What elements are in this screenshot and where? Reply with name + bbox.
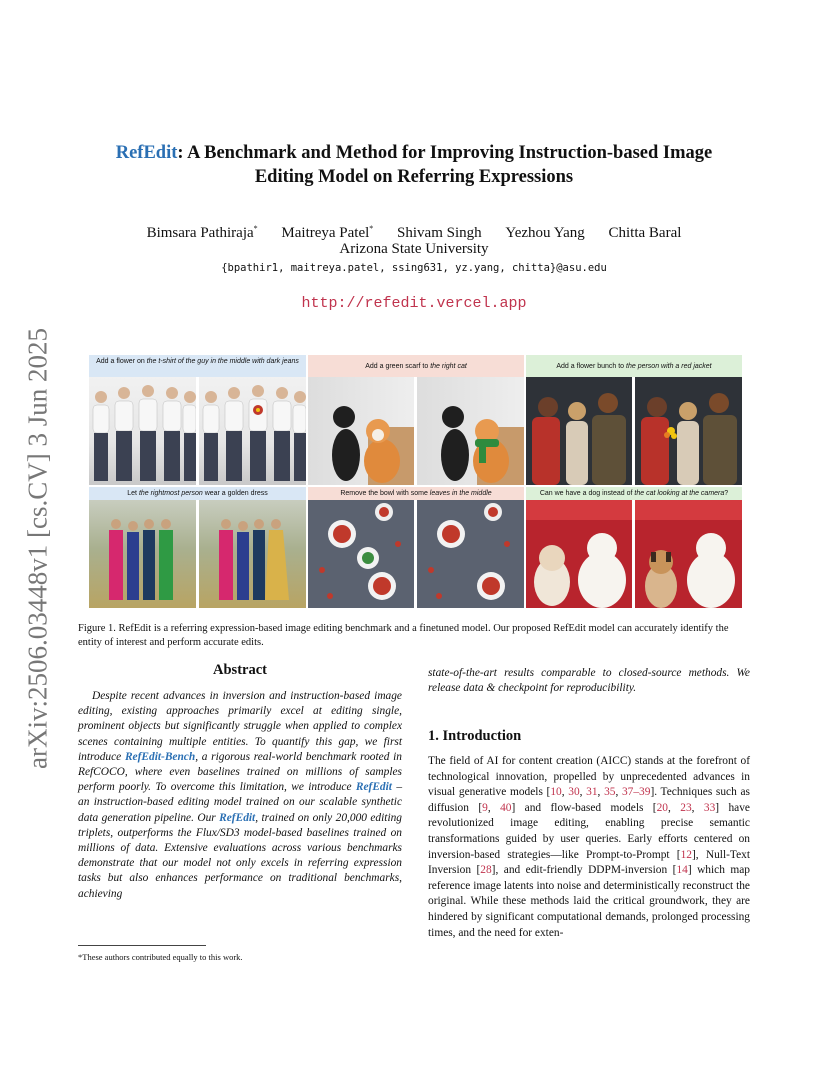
panel-caption: Add a flower bunch to the person with a red jacket	[526, 355, 742, 377]
citation[interactable]: 35	[604, 786, 616, 799]
author-3: Yezhou Yang	[505, 225, 585, 241]
author-0: Bimsara Pathiraja*	[146, 224, 258, 241]
figure-panel-flower-tshirt	[89, 355, 306, 485]
panel-caption: Remove the bowl with some leaves in the middle	[308, 487, 524, 500]
panel-caption: Add a green scarf to the right cat	[308, 355, 524, 377]
refedit-link-2[interactable]: RefEdit	[219, 811, 256, 824]
project-link[interactable]: http://refedit.vercel.app	[301, 295, 527, 312]
panel-image-input	[89, 500, 196, 608]
panel-image-output	[199, 377, 306, 485]
panel-image-output	[417, 377, 524, 485]
author-2: Shivam Singh	[397, 225, 482, 241]
abstract-continued: state-of-the-art results comparable to closed-source methods. We release data & checkpoint for reproducibility.	[428, 667, 750, 695]
paper-title	[0, 141, 828, 189]
introduction-heading: 1. Introduction	[428, 728, 522, 744]
panel-image-output	[417, 500, 524, 608]
arxiv-stamp: arXiv:2506.03448v1 [cs.CV] 3 Jun 2025	[22, 328, 53, 769]
citation[interactable]: 12	[680, 848, 692, 861]
citation[interactable]: 14	[676, 864, 688, 877]
author-emails: {bpathir1, maitreya.patel, ssing631, yz.yang, chitta}@asu.edu	[221, 262, 607, 274]
panel-image-output	[635, 500, 742, 608]
citation[interactable]: 40	[500, 801, 512, 814]
refedit-bench-link[interactable]: RefEdit-Bench	[124, 750, 196, 763]
author-4: Chitta Baral	[608, 225, 682, 241]
citation[interactable]: 30	[568, 786, 580, 799]
figure-panel-golden-dress	[89, 487, 306, 608]
citation[interactable]: 10	[550, 786, 562, 799]
citation[interactable]: 9	[482, 801, 488, 814]
panel-image-input	[89, 377, 196, 485]
figure-panel-dog-instead	[526, 487, 742, 608]
citation[interactable]: 37–39	[621, 786, 651, 799]
citation[interactable]: 23	[680, 801, 692, 814]
panel-image-input	[526, 377, 632, 485]
citation[interactable]: 31	[586, 786, 598, 799]
figure-panel-remove-bowl	[308, 487, 524, 608]
introduction-body: The field of AI for content creation (AICC) stands at the forefront of technological innovation, propelled by unprecedented advances in visual generative models [10, 30, 31, 35, 37–39]. Techniques such as diffusion [9, 40] and flow-based models [20, 23, 33] have revolutionized image editing, enabling precise semantic transformations guided by user queries. Early efforts centered on inversion-based strategies—like Prompt-to-Prompt [12], Null-Text Inversion [28], and edit-friendly DDPM-inversion [14] which map reference image latents into noise and deterministically reconstruct the original. While these methods laid the critical groundwork, they are hindered by significant computational demands, prolonged processing times, and the need for exten-	[428, 755, 750, 939]
figure-panel-flower-bunch	[526, 355, 742, 485]
panel-image-input	[526, 500, 632, 608]
panel-caption: Let the rightmost person wear a golden dress	[89, 487, 306, 500]
abstract-body: Despite recent advances in inversion and instruction-based image editing, existing approaches primarily excel at editing single, prominent objects but significantly struggle when applied to complex scenes containing multiple entities. To quantify this gap, we first introduce RefEdit-Bench, a rigorous real-world benchmark rooted in RefCOCO, where even baselines trained on millions of samples perform poorly. To overcome this limitation, we introduce RefEdit – an instruction-based editing model trained on our scalable synthetic data generation pipeline. Our RefEdit, trained on only 20,000 editing triplets, outperforms the Flux/SD3 model-based baselines trained on millions of data. Extensive evaluations across various benchmarks demonstrate that our model not only excels in referring expression tasks but also enhances performance on traditional benchmarks, achieving	[78, 690, 403, 900]
author-1: Maitreya Patel*	[281, 224, 374, 241]
citation[interactable]: 28	[480, 864, 492, 877]
figure-caption: Figure 1. RefEdit is a referring expression-based image editing benchmark and a finetuned model. Our proposed RefEdit model can accurately identify the entity of interest and perform accurate edits.	[78, 623, 729, 648]
citation[interactable]: 20	[656, 801, 668, 814]
title-line2: Editing Model on Referring Expressions	[254, 167, 574, 187]
footnote: *These authors contributed equally to this work.	[78, 952, 243, 962]
panel-image-output	[635, 377, 742, 485]
panel-image-output	[199, 500, 306, 608]
citation[interactable]: 33	[703, 801, 716, 814]
figure-panel-green-scarf	[308, 355, 524, 485]
refedit-link[interactable]: RefEdit	[355, 781, 392, 794]
title-line1: : A Benchmark and Method for Improving Instruction-based Image	[177, 143, 713, 163]
footnote-rule	[78, 945, 206, 946]
affiliation: Arizona State University	[339, 241, 489, 257]
title-brand: RefEdit	[115, 143, 178, 163]
panel-caption: Add a flower on the t-shirt of the guy in the middle with dark jeans	[89, 355, 306, 377]
panel-image-input	[308, 377, 414, 485]
figure-1	[89, 355, 742, 608]
abstract-heading: Abstract	[213, 662, 267, 678]
panel-image-input	[308, 500, 414, 608]
panel-caption: Can we have a dog instead of the cat looking at the camera?	[526, 487, 742, 500]
